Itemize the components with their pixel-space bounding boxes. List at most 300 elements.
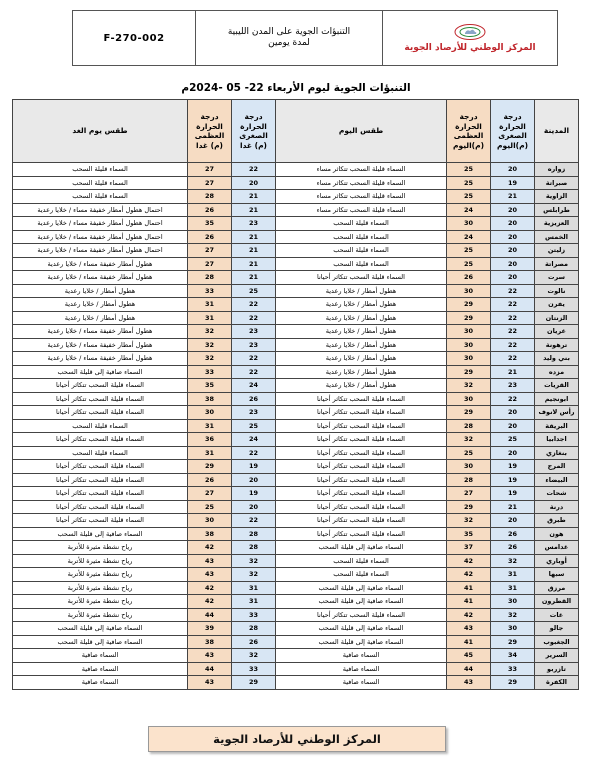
- cell-tomorrow-min: 25: [232, 284, 276, 298]
- cell-tomorrow-max: 33: [188, 365, 232, 379]
- table-row: [13, 325, 579, 339]
- cell-tomorrow-max: 28: [188, 271, 232, 285]
- cell-tomorrow-max: 44: [188, 608, 232, 622]
- cell-tomorrow-min: 22: [232, 298, 276, 312]
- cell-city: نالوت: [535, 284, 579, 298]
- cell-today-weather: هطول أمطار / خلايا رعدية: [276, 365, 447, 379]
- cell-tomorrow-weather: السماء صافية إلى قليلة السحب: [13, 365, 188, 379]
- cell-city: القطرون: [535, 595, 579, 609]
- cell-today-weather: السماء قليلة السحب: [276, 257, 447, 271]
- cell-today-weather: السماء قليلة السحب تتكاثر مساء: [276, 203, 447, 217]
- cell-today-weather: السماء صافية إلى قليلة السحب: [276, 541, 447, 555]
- cell-today-max: 30: [447, 338, 491, 352]
- cell-tomorrow-min: 25: [232, 419, 276, 433]
- cell-tomorrow-max: 26: [188, 203, 232, 217]
- cell-tomorrow-weather: السماء قليلة السحب تتكاثر أحيانا: [13, 473, 188, 487]
- cell-today-min: 20: [491, 406, 535, 420]
- cell-today-max: 30: [447, 392, 491, 406]
- cell-today-weather: السماء قليلة السحب تتكاثر أحيانا: [276, 406, 447, 420]
- cell-tomorrow-max: 36: [188, 433, 232, 447]
- cell-tomorrow-weather: رياح نشطة مثيرة للأتربة: [13, 595, 188, 609]
- cell-tomorrow-max: 42: [188, 581, 232, 595]
- cell-today-max: 26: [447, 271, 491, 285]
- cell-tomorrow-weather: السماء قليلة السحب تتكاثر أحيانا: [13, 514, 188, 528]
- table-body: [13, 163, 579, 690]
- cell-today-weather: السماء صافية: [276, 649, 447, 663]
- cell-today-min: 31: [491, 581, 535, 595]
- cell-today-max: 45: [447, 649, 491, 663]
- cell-city: البيضاء: [535, 473, 579, 487]
- cell-city: السرير: [535, 649, 579, 663]
- cell-tomorrow-weather: السماء صافية إلى قليلة السحب: [13, 527, 188, 541]
- col-header-city: المدينة: [535, 100, 579, 163]
- cell-tomorrow-min: 21: [232, 203, 276, 217]
- cell-tomorrow-weather: هطول أمطار / خلايا رعدية: [13, 311, 188, 325]
- cell-city: الزنتان: [535, 311, 579, 325]
- cell-city: يفرن: [535, 298, 579, 312]
- cell-tomorrow-weather: هطول أمطار خفيفة مساء / خلايا رعدية: [13, 257, 188, 271]
- col-header-tomorrow-min: درجة الحرارة الصغرى (م) غدا: [232, 100, 276, 163]
- table-row: [13, 419, 579, 433]
- cell-today-max: 25: [447, 257, 491, 271]
- cell-today-weather: السماء قليلة السحب تتكاثر أحيانا: [276, 271, 447, 285]
- cell-tomorrow-max: 25: [188, 500, 232, 514]
- cell-today-min: 21: [491, 365, 535, 379]
- table-row: [13, 446, 579, 460]
- cell-city: ترهونة: [535, 338, 579, 352]
- cell-tomorrow-max: 30: [188, 406, 232, 420]
- table-row: [13, 392, 579, 406]
- cell-today-min: 20: [491, 271, 535, 285]
- cell-tomorrow-min: 33: [232, 662, 276, 676]
- cell-tomorrow-max: 26: [188, 230, 232, 244]
- cell-tomorrow-max: 28: [188, 190, 232, 204]
- cell-today-min: 34: [491, 649, 535, 663]
- table-row: [13, 662, 579, 676]
- cell-today-max: 30: [447, 460, 491, 474]
- cell-tomorrow-weather: احتمال هطول أمطار خفيفة مساء / خلايا رعدية: [13, 217, 188, 231]
- cell-tomorrow-min: 23: [232, 406, 276, 420]
- cell-today-max: 41: [447, 595, 491, 609]
- cell-tomorrow-min: 20: [232, 176, 276, 190]
- cell-tomorrow-min: 28: [232, 527, 276, 541]
- cell-today-min: 22: [491, 338, 535, 352]
- cell-city: غريان: [535, 325, 579, 339]
- cell-city: رأس لانوف: [535, 406, 579, 420]
- cell-city: مصراتة: [535, 257, 579, 271]
- table-row: [13, 257, 579, 271]
- cell-city: مزده: [535, 365, 579, 379]
- cell-tomorrow-weather: السماء قليلة السحب: [13, 190, 188, 204]
- cell-tomorrow-min: 24: [232, 433, 276, 447]
- cell-tomorrow-max: 30: [188, 514, 232, 528]
- cell-today-weather: السماء قليلة السحب تتكاثر أحيانا: [276, 487, 447, 501]
- cell-tomorrow-weather: رياح نشطة مثيرة للأتربة: [13, 581, 188, 595]
- cell-tomorrow-weather: هطول أمطار خفيفة مساء / خلايا رعدية: [13, 338, 188, 352]
- cell-today-weather: السماء صافية إلى قليلة السحب: [276, 622, 447, 636]
- cell-today-min: 31: [491, 568, 535, 582]
- table-row: [13, 379, 579, 393]
- cell-tomorrow-max: 27: [188, 257, 232, 271]
- cell-today-min: 20: [491, 217, 535, 231]
- cell-today-min: 22: [491, 298, 535, 312]
- cell-today-weather: السماء قليلة السحب تتكاثر أحيانا: [276, 392, 447, 406]
- cell-city: سرت: [535, 271, 579, 285]
- table-row: [13, 487, 579, 501]
- cell-today-max: 43: [447, 676, 491, 690]
- table-row: [13, 568, 579, 582]
- cell-tomorrow-weather: السماء قليلة السحب تتكاثر أحيانا: [13, 392, 188, 406]
- cell-today-min: 20: [491, 230, 535, 244]
- cell-today-weather: السماء قليلة السحب تتكاثر مساء: [276, 176, 447, 190]
- table-row: [13, 595, 579, 609]
- cell-today-min: 25: [491, 433, 535, 447]
- cell-tomorrow-weather: السماء قليلة السحب تتكاثر أحيانا: [13, 379, 188, 393]
- table-row: [13, 608, 579, 622]
- cell-today-max: 25: [447, 176, 491, 190]
- cell-tomorrow-weather: السماء قليلة السحب: [13, 176, 188, 190]
- cell-tomorrow-max: 31: [188, 311, 232, 325]
- cell-tomorrow-max: 27: [188, 163, 232, 177]
- cell-tomorrow-max: 27: [188, 244, 232, 258]
- cell-tomorrow-weather: السماء صافية: [13, 649, 188, 663]
- table-row: [13, 460, 579, 474]
- cell-city: ابونجيم: [535, 392, 579, 406]
- cell-today-weather: هطول أمطار / خلايا رعدية: [276, 379, 447, 393]
- table-header-row: [13, 100, 579, 163]
- cell-tomorrow-min: 22: [232, 311, 276, 325]
- cell-today-max: 41: [447, 635, 491, 649]
- cell-today-min: 33: [491, 662, 535, 676]
- cell-tomorrow-min: 28: [232, 541, 276, 555]
- cell-today-min: 19: [491, 487, 535, 501]
- organization-name: المركز الوطني للأرصاد الجوية: [404, 43, 536, 53]
- cell-city: تازربو: [535, 662, 579, 676]
- cell-tomorrow-max: 26: [188, 473, 232, 487]
- cell-tomorrow-weather: هطول أمطار خفيفة مساء / خلايا رعدية: [13, 271, 188, 285]
- cell-tomorrow-min: 21: [232, 244, 276, 258]
- cell-tomorrow-weather: السماء قليلة السحب تتكاثر أحيانا: [13, 433, 188, 447]
- cell-today-weather: السماء قليلة السحب: [276, 244, 447, 258]
- cell-tomorrow-max: 32: [188, 352, 232, 366]
- cell-tomorrow-max: 31: [188, 298, 232, 312]
- cell-tomorrow-max: 43: [188, 554, 232, 568]
- cell-today-weather: السماء قليلة السحب تتكاثر أحيانا: [276, 527, 447, 541]
- cell-today-min: 29: [491, 635, 535, 649]
- cell-city: هون: [535, 527, 579, 541]
- cell-today-max: 25: [447, 446, 491, 460]
- table-row: [13, 230, 579, 244]
- cell-tomorrow-min: 21: [232, 257, 276, 271]
- cell-today-min: 19: [491, 460, 535, 474]
- cell-city: أوباري: [535, 554, 579, 568]
- table-row: [13, 554, 579, 568]
- table-row: [13, 406, 579, 420]
- cell-tomorrow-weather: السماء قليلة السحب: [13, 419, 188, 433]
- table-row: [13, 541, 579, 555]
- cell-today-weather: السماء قليلة السحب تتكاثر أحيانا: [276, 514, 447, 528]
- cell-today-min: 20: [491, 257, 535, 271]
- table-row: [13, 433, 579, 447]
- cell-city: مرزق: [535, 581, 579, 595]
- table-row: [13, 217, 579, 231]
- cell-city: شحات: [535, 487, 579, 501]
- cell-today-min: 22: [491, 311, 535, 325]
- table-row: [13, 622, 579, 636]
- table-row: [13, 190, 579, 204]
- cell-today-weather: السماء قليلة السحب تتكاثر أحيانا: [276, 433, 447, 447]
- cell-tomorrow-min: 21: [232, 271, 276, 285]
- cell-today-min: 20: [491, 419, 535, 433]
- cell-tomorrow-min: 22: [232, 163, 276, 177]
- cell-tomorrow-max: 43: [188, 649, 232, 663]
- cell-today-min: 20: [491, 446, 535, 460]
- document-title-box: [196, 11, 383, 65]
- table-row: [13, 581, 579, 595]
- cell-city: العزيزية: [535, 217, 579, 231]
- table-row: [13, 203, 579, 217]
- cell-city: درنة: [535, 500, 579, 514]
- cell-today-weather: السماء قليلة السحب تتكاثر أحيانا: [276, 608, 447, 622]
- cell-tomorrow-min: 31: [232, 595, 276, 609]
- cell-today-max: 30: [447, 325, 491, 339]
- cell-city: طبرق: [535, 514, 579, 528]
- cell-today-weather: السماء صافية إلى قليلة السحب: [276, 635, 447, 649]
- cell-tomorrow-min: 28: [232, 622, 276, 636]
- cell-today-weather: السماء قليلة السحب تتكاثر أحيانا: [276, 473, 447, 487]
- cell-today-min: 26: [491, 527, 535, 541]
- cell-today-min: 19: [491, 176, 535, 190]
- cell-today-min: 30: [491, 595, 535, 609]
- cell-today-min: 22: [491, 284, 535, 298]
- cell-today-weather: السماء صافية: [276, 662, 447, 676]
- col-header-today-min: درجة الحرارة الصغرى (م)اليوم: [491, 100, 535, 163]
- cell-today-min: 20: [491, 163, 535, 177]
- cell-city: الخمس: [535, 230, 579, 244]
- cell-city: الكفرة: [535, 676, 579, 690]
- table-row: [13, 365, 579, 379]
- cell-city: صبراتة: [535, 176, 579, 190]
- cell-today-min: 20: [491, 203, 535, 217]
- cell-city: غدامس: [535, 541, 579, 555]
- cell-tomorrow-max: 39: [188, 622, 232, 636]
- table-row: [13, 676, 579, 690]
- cell-tomorrow-weather: احتمال هطول أمطار خفيفة مساء / خلايا رعدية: [13, 203, 188, 217]
- cell-city: زليتن: [535, 244, 579, 258]
- cell-today-weather: السماء صافية إلى قليلة السحب: [276, 581, 447, 595]
- cell-today-weather: هطول أمطار / خلايا رعدية: [276, 311, 447, 325]
- cell-today-max: 25: [447, 163, 491, 177]
- cell-tomorrow-weather: السماء صافية: [13, 676, 188, 690]
- cell-today-max: 27: [447, 487, 491, 501]
- cell-today-min: 32: [491, 554, 535, 568]
- table-row: [13, 271, 579, 285]
- cell-city: القريات: [535, 379, 579, 393]
- cell-today-max: 35: [447, 527, 491, 541]
- cell-today-max: 29: [447, 298, 491, 312]
- cell-tomorrow-max: 38: [188, 527, 232, 541]
- cell-today-weather: السماء قليلة السحب تتكاثر أحيانا: [276, 419, 447, 433]
- cell-tomorrow-min: 24: [232, 379, 276, 393]
- cell-today-min: 29: [491, 676, 535, 690]
- table-row: [13, 298, 579, 312]
- cell-today-max: 37: [447, 541, 491, 555]
- cell-today-weather: السماء قليلة السحب تتكاثر أحيانا: [276, 500, 447, 514]
- cell-today-weather: هطول أمطار / خلايا رعدية: [276, 352, 447, 366]
- cell-today-max: 32: [447, 379, 491, 393]
- cell-today-weather: هطول أمطار / خلايا رعدية: [276, 284, 447, 298]
- cell-today-min: 20: [491, 244, 535, 258]
- cell-today-max: 43: [447, 622, 491, 636]
- cell-tomorrow-weather: رياح نشطة مثيرة للأتربة: [13, 568, 188, 582]
- cell-today-max: 42: [447, 554, 491, 568]
- col-header-today-max: درجة الحرارة العظمى (م)اليوم: [447, 100, 491, 163]
- cell-city: سبها: [535, 568, 579, 582]
- cell-city: بني وليد: [535, 352, 579, 366]
- cell-tomorrow-max: 33: [188, 284, 232, 298]
- cell-tomorrow-min: 20: [232, 500, 276, 514]
- cell-today-max: 29: [447, 500, 491, 514]
- cell-tomorrow-min: 19: [232, 460, 276, 474]
- cell-tomorrow-min: 31: [232, 581, 276, 595]
- cell-today-min: 26: [491, 541, 535, 555]
- cell-tomorrow-max: 44: [188, 662, 232, 676]
- cell-tomorrow-weather: هطول أمطار خفيفة مساء / خلايا رعدية: [13, 325, 188, 339]
- table-row: [13, 352, 579, 366]
- col-header-today-weather: طقس اليوم: [276, 100, 447, 163]
- cell-tomorrow-max: 43: [188, 676, 232, 690]
- table-row: [13, 338, 579, 352]
- cell-tomorrow-weather: احتمال هطول أمطار خفيفة مساء / خلايا رعدية: [13, 230, 188, 244]
- cell-today-weather: السماء قليلة السحب: [276, 230, 447, 244]
- document-code: F-270-002: [73, 11, 196, 65]
- cell-city: بنغازي: [535, 446, 579, 460]
- cell-today-max: 25: [447, 244, 491, 258]
- cell-tomorrow-max: 38: [188, 635, 232, 649]
- document-header: [72, 10, 558, 66]
- cell-today-weather: السماء قليلة السحب تتكاثر أحيانا: [276, 460, 447, 474]
- table-row: [13, 311, 579, 325]
- cell-tomorrow-min: 33: [232, 608, 276, 622]
- cell-tomorrow-max: 32: [188, 325, 232, 339]
- cell-today-weather: السماء صافية: [276, 676, 447, 690]
- table-row: [13, 500, 579, 514]
- cell-today-max: 25: [447, 190, 491, 204]
- cell-today-weather: السماء قليلة السحب تتكاثر مساء: [276, 190, 447, 204]
- forecast-table: [12, 99, 579, 690]
- cell-tomorrow-weather: السماء قليلة السحب تتكاثر أحيانا: [13, 487, 188, 501]
- cell-tomorrow-min: 23: [232, 325, 276, 339]
- cell-tomorrow-min: 32: [232, 649, 276, 663]
- cell-today-max: 29: [447, 311, 491, 325]
- cell-city: زواره: [535, 163, 579, 177]
- cell-tomorrow-max: 43: [188, 568, 232, 582]
- cell-today-max: 30: [447, 284, 491, 298]
- cell-today-min: 22: [491, 352, 535, 366]
- cell-tomorrow-max: 35: [188, 217, 232, 231]
- cell-today-max: 30: [447, 217, 491, 231]
- cell-tomorrow-max: 42: [188, 541, 232, 555]
- cell-tomorrow-min: 22: [232, 514, 276, 528]
- table-row: [13, 527, 579, 541]
- cell-today-weather: السماء قليلة السحب: [276, 554, 447, 568]
- cell-tomorrow-min: 20: [232, 473, 276, 487]
- cell-tomorrow-min: 26: [232, 635, 276, 649]
- cell-tomorrow-weather: هطول أمطار / خلايا رعدية: [13, 298, 188, 312]
- cell-tomorrow-min: 21: [232, 230, 276, 244]
- cell-today-max: 32: [447, 433, 491, 447]
- cell-today-weather: السماء قليلة السحب تتكاثر أحيانا: [276, 446, 447, 460]
- cell-today-max: 30: [447, 352, 491, 366]
- cell-today-max: 29: [447, 406, 491, 420]
- table-row: [13, 649, 579, 663]
- col-header-tomorrow-max: درجة الحرارة العظمى (م) غدا: [188, 100, 232, 163]
- cell-today-min: 19: [491, 473, 535, 487]
- cell-tomorrow-weather: السماء قليلة السحب تتكاثر أحيانا: [13, 500, 188, 514]
- cell-today-min: 23: [491, 379, 535, 393]
- cell-tomorrow-min: 19: [232, 487, 276, 501]
- cell-today-max: 24: [447, 203, 491, 217]
- cell-tomorrow-max: 27: [188, 176, 232, 190]
- cell-tomorrow-weather: السماء قليلة السحب: [13, 163, 188, 177]
- cell-tomorrow-min: 32: [232, 568, 276, 582]
- cell-tomorrow-weather: رياح نشطة مثيرة للأتربة: [13, 608, 188, 622]
- cell-today-weather: السماء صافية إلى قليلة السحب: [276, 595, 447, 609]
- cell-today-max: 28: [447, 419, 491, 433]
- cell-tomorrow-weather: هطول أمطار خفيفة مساء / خلايا رعدية: [13, 352, 188, 366]
- table-row: [13, 244, 579, 258]
- cell-tomorrow-min: 22: [232, 446, 276, 460]
- cell-today-weather: هطول أمطار / خلايا رعدية: [276, 298, 447, 312]
- ncm-logo-icon: [452, 23, 488, 41]
- cell-tomorrow-max: 38: [188, 392, 232, 406]
- cell-today-weather: هطول أمطار / خلايا رعدية: [276, 338, 447, 352]
- table-row: [13, 514, 579, 528]
- cell-today-max: 32: [447, 514, 491, 528]
- cell-today-min: 32: [491, 608, 535, 622]
- cell-tomorrow-weather: هطول أمطار / خلايا رعدية: [13, 284, 188, 298]
- cell-today-min: 22: [491, 392, 535, 406]
- document-title-line2: لمدة يومين: [268, 38, 310, 48]
- cell-city: جالو: [535, 622, 579, 636]
- cell-tomorrow-weather: احتمال هطول أمطار خفيفة مساء / خلايا رعدية: [13, 244, 188, 258]
- table-row: [13, 163, 579, 177]
- cell-today-min: 21: [491, 190, 535, 204]
- cell-today-max: 44: [447, 662, 491, 676]
- table-row: [13, 176, 579, 190]
- organization-box: [383, 11, 557, 65]
- cell-today-min: 30: [491, 622, 535, 636]
- cell-city: الزاوية: [535, 190, 579, 204]
- cell-today-weather: السماء قليلة السحب تتكاثر مساء: [276, 163, 447, 177]
- cell-city: طرابلس: [535, 203, 579, 217]
- cell-today-max: 28: [447, 473, 491, 487]
- cell-tomorrow-min: 23: [232, 338, 276, 352]
- cell-tomorrow-weather: رياح نشطة مثيرة للأتربة: [13, 541, 188, 555]
- cell-tomorrow-max: 42: [188, 595, 232, 609]
- cell-today-min: 20: [491, 514, 535, 528]
- cell-city: البريقة: [535, 419, 579, 433]
- cell-today-max: 24: [447, 230, 491, 244]
- cell-tomorrow-weather: السماء قليلة السحب تتكاثر أحيانا: [13, 460, 188, 474]
- cell-tomorrow-min: 22: [232, 365, 276, 379]
- cell-today-min: 22: [491, 325, 535, 339]
- page-title: التنبؤات الجوية ليوم الأربعاء 22- 05 -2024م: [181, 82, 411, 94]
- cell-tomorrow-weather: السماء صافية إلى قليلة السحب: [13, 635, 188, 649]
- cell-tomorrow-min: 21: [232, 190, 276, 204]
- footer-banner: المركز الوطني للأرصاد الجوية: [148, 726, 446, 752]
- cell-today-max: 41: [447, 581, 491, 595]
